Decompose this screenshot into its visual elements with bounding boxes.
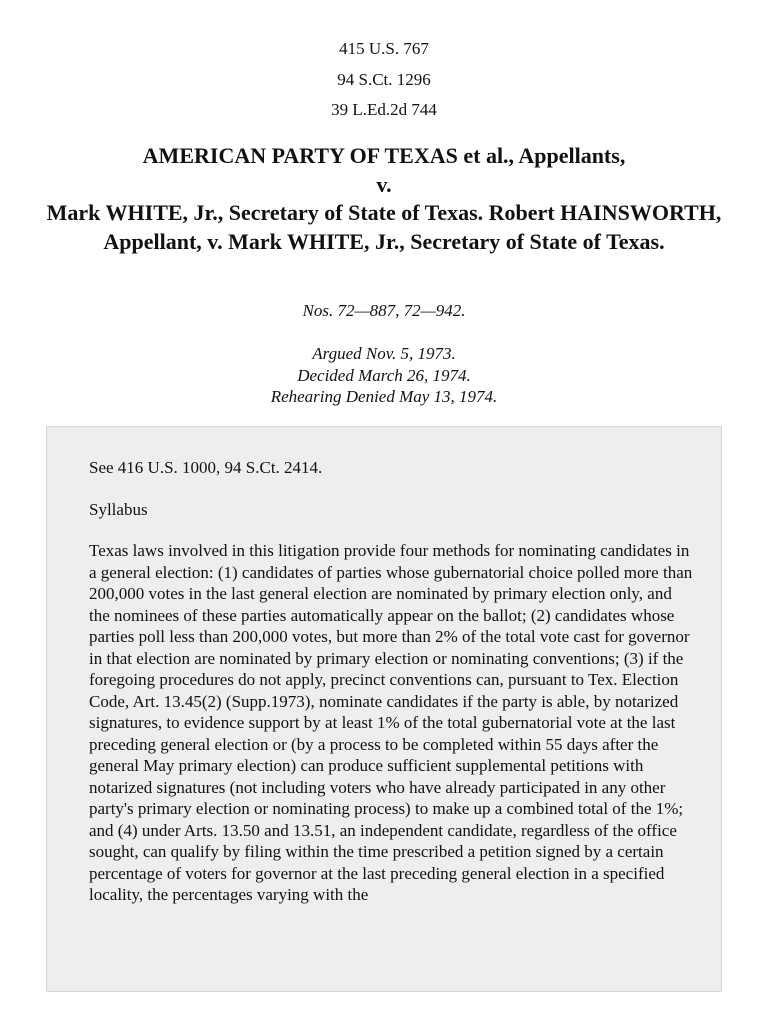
citations-block <box>0 34 768 126</box>
rehearing-date: Rehearing Denied May 13, 1974. <box>270 387 498 406</box>
syllabus-heading: Syllabus <box>89 499 148 519</box>
case-title-parties: AMERICAN PARTY OF TEXAS et al., Appellants, <box>142 143 626 168</box>
see-also-reference: See 416 U.S. 1000, 94 S.Ct. 2414. <box>89 458 323 477</box>
syllabus-panel <box>46 426 722 992</box>
case-dates <box>0 343 768 408</box>
decided-date: Decided March 26, 1974. <box>297 365 471 385</box>
case-title-versus: v. <box>376 171 392 197</box>
syllabus-text: Texas laws involved in this litigation provide four methods for nominating candidates in a general election: (1) candidates of parties whose gubernatorial choice polled more than 200,000 votes in the last general election are nominated by primary election only, and the nominees of these parties automatically appear on the ballot; (2) candidates whose parties poll less than 200,000 votes, but more than 2% of the total vote cast for governor in that election are nominated by primary election or nominating conventions; (3) if the foregoing procedures do not apply, precinct conventions can, pursuant to Tex. Election Code, Art. 13.45(2) (Supp.1973), nominate candidates if the party is able, by notarized signatures, to evidence support by at least 1% of the total gubernatorial vote at the last preceding general election or (by a process to be completed within 55 days after the general May primary election) can produce sufficient supplemental petitions with notarized signatures (not including voters who have already participated in any other party's primary election or nominating process) to make up a combined total of the 1%; and (4) under Arts. 13.50 and 13.51, an independent candidate, regardless of the office sought, can qualify by filing within the time prescribed a petition signed by a certain percentage of voters for governor at the last preceding general election in a specified locality, the percentages varying with the <box>89 541 693 904</box>
docket-numbers: Nos. 72—887, 72—942. <box>302 301 466 320</box>
lawyers-edition-citation: 39 L.Ed.2d 744 <box>331 100 437 119</box>
case-title-respondents: Mark WHITE, Jr., Secretary of State of Texas. Robert HAINSWORTH, Appellant, v. Mark WHITE, Jr., Secretary of State of Texas. <box>46 200 722 254</box>
supreme-court-reporter-citation: 94 S.Ct. 1296 <box>337 69 431 89</box>
argued-date: Argued Nov. 5, 1973. <box>312 344 456 363</box>
us-reports-citation: 415 U.S. 767 <box>339 39 429 58</box>
case-title <box>20 142 748 256</box>
syllabus-panel-content <box>89 457 694 906</box>
